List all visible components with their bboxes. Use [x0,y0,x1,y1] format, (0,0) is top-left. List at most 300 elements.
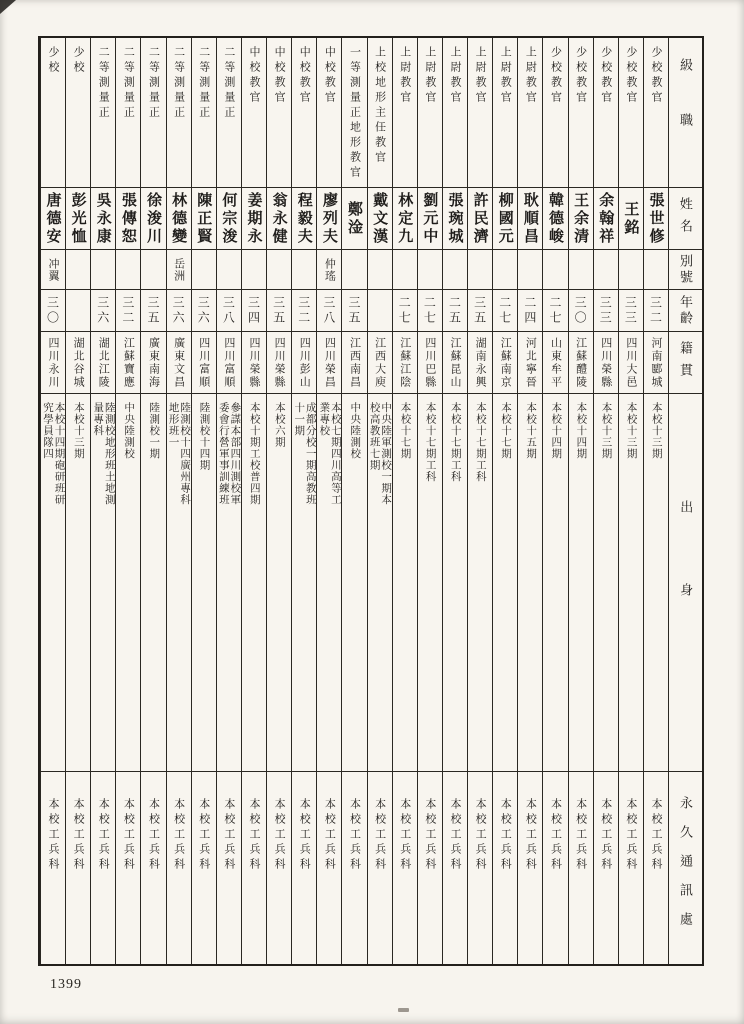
record-contact-cell [141,772,165,964]
record-rank: 上尉教官 [474,46,487,106]
record-rank: 二等測量正 [97,46,110,121]
record-column [90,38,115,964]
record-origin-cell [594,394,618,772]
record-rank-cell [569,38,593,188]
record-alias-cell [167,250,191,290]
record-age-cell [594,290,618,332]
record-native_place-cell [66,332,90,394]
record-rank-cell [267,38,291,188]
record-name-cell [342,188,366,250]
record-origin: 陸測校十四期 [198,402,210,471]
record-origin-cell [317,394,341,772]
record-name-cell [543,188,567,250]
record-origin: 本校十三期 [625,402,637,460]
record-contact: 本校工兵科 [423,798,436,873]
record-contact: 本校工兵科 [549,798,562,873]
record-rank: 上尉教官 [423,46,436,106]
record-age-cell [543,290,567,332]
record-native_place-cell [217,332,241,394]
record-contact: 本校工兵科 [649,798,662,873]
record-name: 耿順昌 [521,191,538,246]
record-alias-cell [594,250,618,290]
record-age-cell [217,290,241,332]
record-age: 三八 [321,295,336,326]
record-native_place-cell [493,332,517,394]
record-alias-cell [342,250,366,290]
record-column [618,38,643,964]
record-alias-cell [543,250,567,290]
record-column [216,38,241,964]
record-name-cell [368,188,392,250]
record-rank: 少校教官 [599,46,612,106]
record-name-cell [443,188,467,250]
record-native_place-cell [443,332,467,394]
record-name: 廖列夫 [320,191,337,246]
record-age-cell [267,290,291,332]
record-name-cell [569,188,593,250]
record-name: 翁永健 [270,191,287,246]
record-rank-cell [242,38,266,188]
record-age: 三四 [246,295,261,326]
record-name-cell [619,188,643,250]
record-rank: 上尉教官 [499,46,512,106]
record-age: 三八 [221,295,236,326]
record-column [266,38,291,964]
record-origin-cell [217,394,241,772]
personnel-roster-table [38,36,704,966]
record-contact-cell [292,772,316,964]
record-contact-cell [569,772,593,964]
record-origin: 本校十七期 [399,402,411,460]
record-name: 徐浚川 [144,191,161,246]
record-rank-cell [217,38,241,188]
record-contact: 本校工兵科 [298,798,311,873]
record-column [643,38,668,964]
record-alias: 仲瑤 [323,257,336,282]
record-origin-cell [141,394,165,772]
header-rank-label: 級職 [678,57,693,168]
record-name-cell [116,188,140,250]
record-name: 余翰祥 [597,191,614,246]
record-age-cell [292,290,316,332]
record-age-cell [91,290,115,332]
record-origin-cell [418,394,442,772]
record-origin: 本校十三期 [600,402,612,460]
record-rank: 少校教官 [649,46,662,106]
record-contact: 本校工兵科 [197,798,210,873]
record-age: 三六 [196,295,211,326]
record-name: 戴文漢 [371,191,388,246]
page-number: 1399 [50,977,82,992]
record-name: 王銘 [622,200,639,237]
record-contact: 本校工兵科 [448,798,461,873]
table-header-column [668,38,702,964]
record-column [65,38,90,964]
record-native_place: 廣東南海 [147,336,160,389]
record-contact-cell [91,772,115,964]
record-native_place-cell [594,332,618,394]
record-origin: 成都分校一期高教班十一期 [293,402,316,506]
header-name-label: 姓名 [678,196,693,241]
record-age-cell [619,290,643,332]
record-rank: 一等測量正地形教官 [348,46,361,181]
record-rank: 上尉教官 [448,46,461,106]
record-origin-cell [619,394,643,772]
record-contact: 本校工兵科 [72,798,85,873]
record-rank-cell [518,38,542,188]
record-age: 三五 [346,295,361,326]
record-origin: 本校十七期工科 [449,402,461,483]
record-rank-cell [292,38,316,188]
record-rank-cell [418,38,442,188]
record-column [40,38,65,964]
record-native_place-cell [292,332,316,394]
record-contact: 本校工兵科 [398,798,411,873]
record-rank: 少校 [72,46,85,76]
record-native_place-cell [518,332,542,394]
record-native_place-cell [368,332,392,394]
record-name: 劉元中 [421,191,438,246]
record-name-cell [217,188,241,250]
record-rank: 二等測量正 [197,46,210,121]
record-contact: 本校工兵科 [273,798,286,873]
header-native-label: 籍貫 [678,340,693,385]
record-name-cell [468,188,492,250]
record-age-cell [393,290,417,332]
record-rank: 少校教官 [549,46,562,106]
header-origin-cell [669,394,702,772]
header-alias-cell [669,250,702,290]
record-column [417,38,442,964]
record-native_place: 四川大邑 [624,336,637,389]
record-age: 三二 [296,295,311,326]
record-rank: 中校教官 [273,46,286,106]
record-alias-cell [41,250,65,290]
record-native_place: 江蘇江陰 [398,336,411,389]
record-native_place: 江蘇寶應 [122,336,135,389]
record-rank: 少校教官 [574,46,587,106]
record-column [316,38,341,964]
record-rank-cell [91,38,115,188]
record-contact: 本校工兵科 [524,798,537,873]
record-contact-cell [644,772,668,964]
record-alias-cell [644,250,668,290]
record-contact: 本校工兵科 [222,798,235,873]
record-name-cell [644,188,668,250]
record-rank: 少校 [46,46,59,76]
record-contact: 本校工兵科 [348,798,361,873]
record-native_place: 四川富順 [222,336,235,389]
record-name-cell [292,188,316,250]
record-native_place-cell [91,332,115,394]
record-name-cell [267,188,291,250]
record-native_place: 河北寧晉 [524,336,537,389]
record-origin-cell [192,394,216,772]
record-origin: 本校十五期 [525,402,537,460]
record-name: 張琬城 [446,191,463,246]
header-name-cell [669,188,702,250]
header-age-label: 年齡 [678,294,693,327]
record-rank-cell [594,38,618,188]
scan-artifact-corner [0,0,16,14]
record-origin: 本校十七期 [499,402,511,460]
record-alias-cell [91,250,115,290]
record-alias-cell [242,250,266,290]
record-rank: 中校教官 [298,46,311,106]
record-age-cell [141,290,165,332]
record-rank: 上尉教官 [524,46,537,106]
record-native_place-cell [192,332,216,394]
record-origin: 本校十三期 [72,402,84,460]
record-native_place-cell [644,332,668,394]
record-native_place: 湖北谷城 [72,336,85,389]
record-column [166,38,191,964]
record-origin: 本校十七期工科 [474,402,486,483]
record-age: 三二 [648,295,663,326]
record-alias-cell [317,250,341,290]
record-name: 姜期永 [245,191,262,246]
record-native_place-cell [317,332,341,394]
record-rank-cell [443,38,467,188]
record-name-cell [141,188,165,250]
record-age-cell [468,290,492,332]
record-rank: 中校教官 [323,46,336,106]
record-age-cell [116,290,140,332]
record-origin: 本校十四期 [550,402,562,460]
record-origin-cell [292,394,316,772]
record-age-cell [418,290,442,332]
record-age-cell [192,290,216,332]
record-age: 三五 [472,295,487,326]
record-native_place: 江蘇昆山 [448,336,461,389]
header-contact-label: 永久通訊處 [678,795,693,941]
record-origin-cell [342,394,366,772]
record-rank-cell [192,38,216,188]
record-origin-cell [91,394,115,772]
record-rank-cell [66,38,90,188]
record-contact-cell [192,772,216,964]
record-origin-cell [267,394,291,772]
record-origin: 本校六期 [273,402,285,448]
record-alias-cell [192,250,216,290]
record-age-cell [518,290,542,332]
record-origin-cell [543,394,567,772]
record-age-cell [167,290,191,332]
record-name: 韓德峻 [546,191,563,246]
record-origin-cell [66,394,90,772]
record-native_place: 廣東文昌 [172,336,185,389]
record-column [191,38,216,964]
record-age-cell [41,290,65,332]
record-origin: 中央陸測校 [123,402,135,460]
record-column [341,38,366,964]
record-column [542,38,567,964]
record-contact-cell [242,772,266,964]
record-age: 二七 [422,295,437,326]
record-contact-cell [468,772,492,964]
record-alias-cell [418,250,442,290]
record-contact: 本校工兵科 [499,798,512,873]
record-name: 柳國元 [496,191,513,246]
scan-artifact-mark [398,1008,409,1012]
header-age-cell [669,290,702,332]
record-native_place: 江西大庾 [373,336,386,389]
record-origin-cell [167,394,191,772]
record-rank: 二等測量正 [222,46,235,121]
record-rank-cell [543,38,567,188]
record-origin: 本校十四期 [575,402,587,460]
record-age-cell [342,290,366,332]
record-contact: 本校工兵科 [172,798,185,873]
record-name: 陳正賢 [195,191,212,246]
record-alias-cell [66,250,90,290]
record-rank: 中校教官 [247,46,260,106]
record-column [392,38,417,964]
record-native_place-cell [267,332,291,394]
record-name-cell [192,188,216,250]
record-origin-cell [468,394,492,772]
record-native_place-cell [342,332,366,394]
record-origin: 本校十七期工科 [424,402,436,483]
record-age-cell [644,290,668,332]
record-age: 三六 [95,295,110,326]
record-name: 彭光恤 [69,191,86,246]
record-age: 二五 [447,295,462,326]
record-contact-cell [493,772,517,964]
record-rank-cell [116,38,140,188]
record-native_place: 四川彭山 [298,336,311,389]
record-origin: 陸測校一期 [148,402,160,460]
record-name: 許民濟 [471,191,488,246]
record-origin-cell [518,394,542,772]
record-native_place-cell [418,332,442,394]
record-rank: 上校地形主任教官 [373,46,386,166]
header-rank-cell [669,38,702,188]
record-name: 何宗浚 [220,191,237,246]
record-age: 三五 [271,295,286,326]
record-alias-cell [518,250,542,290]
record-name-cell [317,188,341,250]
record-name: 林定九 [396,191,413,246]
record-contact: 本校工兵科 [624,798,637,873]
record-age-cell [317,290,341,332]
record-alias-cell [141,250,165,290]
record-native_place-cell [242,332,266,394]
record-native_place: 四川榮縣 [273,336,286,389]
record-column [517,38,542,964]
record-rank: 二等測量正 [172,46,185,121]
record-age: 三〇 [573,295,588,326]
record-native_place: 江蘇醴陵 [574,336,587,389]
record-native_place: 江蘇南京 [499,336,512,389]
record-rank: 二等測量正 [147,46,160,121]
record-alias-cell [468,250,492,290]
record-rank: 上尉教官 [398,46,411,106]
record-origin-cell [393,394,417,772]
record-contact-cell [41,772,65,964]
record-contact-cell [66,772,90,964]
record-alias-cell [368,250,392,290]
record-origin-cell [569,394,593,772]
record-native_place-cell [543,332,567,394]
record-native_place: 四川永川 [46,336,59,389]
record-origin: 陸測校地形班土地測量專科 [92,402,115,506]
record-name-cell [518,188,542,250]
record-rank-cell [644,38,668,188]
record-contact-cell [167,772,191,964]
record-contact-cell [418,772,442,964]
record-alias: 岳洲 [172,257,185,282]
record-contact-cell [594,772,618,964]
record-rank: 少校教官 [624,46,637,106]
record-origin: 中央陸測校 [349,402,361,460]
record-native_place: 四川富順 [197,336,210,389]
record-contact: 本校工兵科 [574,798,587,873]
record-rank-cell [167,38,191,188]
record-name: 吳永康 [94,191,111,246]
record-alias-cell [493,250,517,290]
record-contact: 本校工兵科 [373,798,386,873]
record-age-cell [443,290,467,332]
record-name: 程毅夫 [295,191,312,246]
record-contact-cell [443,772,467,964]
record-column [467,38,492,964]
record-column [593,38,618,964]
record-contact-cell [368,772,392,964]
record-rank-cell [317,38,341,188]
record-alias-cell [393,250,417,290]
record-native_place: 山東牟平 [549,336,562,389]
record-column [291,38,316,964]
record-name-cell [167,188,191,250]
header-alias-label: 別號 [678,253,693,286]
record-native_place-cell [41,332,65,394]
record-native_place: 湖南永興 [474,336,487,389]
record-name: 王余清 [572,191,589,246]
record-native_place: 四川巴縣 [423,336,436,389]
record-alias: 冲翼 [46,257,59,282]
record-native_place-cell [468,332,492,394]
record-origin: 本校十期工校普四期 [248,402,260,506]
record-age: 三〇 [45,295,60,326]
record-native_place-cell [393,332,417,394]
record-rank-cell [368,38,392,188]
record-origin-cell [644,394,668,772]
record-column [241,38,266,964]
record-origin-cell [41,394,65,772]
record-origin: 陸測校十四廣州專科地形班一 [167,402,191,506]
record-rank: 二等測量正 [122,46,135,121]
record-contact-cell [393,772,417,964]
record-name-cell [66,188,90,250]
header-native-cell [669,332,702,394]
record-age: 三三 [623,295,638,326]
record-name: 鄭淦 [345,200,362,237]
record-native_place: 四川榮縣 [599,336,612,389]
record-age: 三六 [171,295,186,326]
record-contact-cell [217,772,241,964]
record-age-cell [242,290,266,332]
record-contact: 本校工兵科 [247,798,260,873]
record-age-cell [569,290,593,332]
record-contact-cell [267,772,291,964]
record-age: 二七 [397,295,412,326]
record-name: 張世修 [647,191,664,246]
record-native_place-cell [116,332,140,394]
record-origin: 中央陸軍測校一期本校高教班七期 [368,402,392,506]
record-age: 三三 [598,295,613,326]
record-origin: 參謀本部四川測校軍委會行營軍事訓練班 [217,402,241,506]
